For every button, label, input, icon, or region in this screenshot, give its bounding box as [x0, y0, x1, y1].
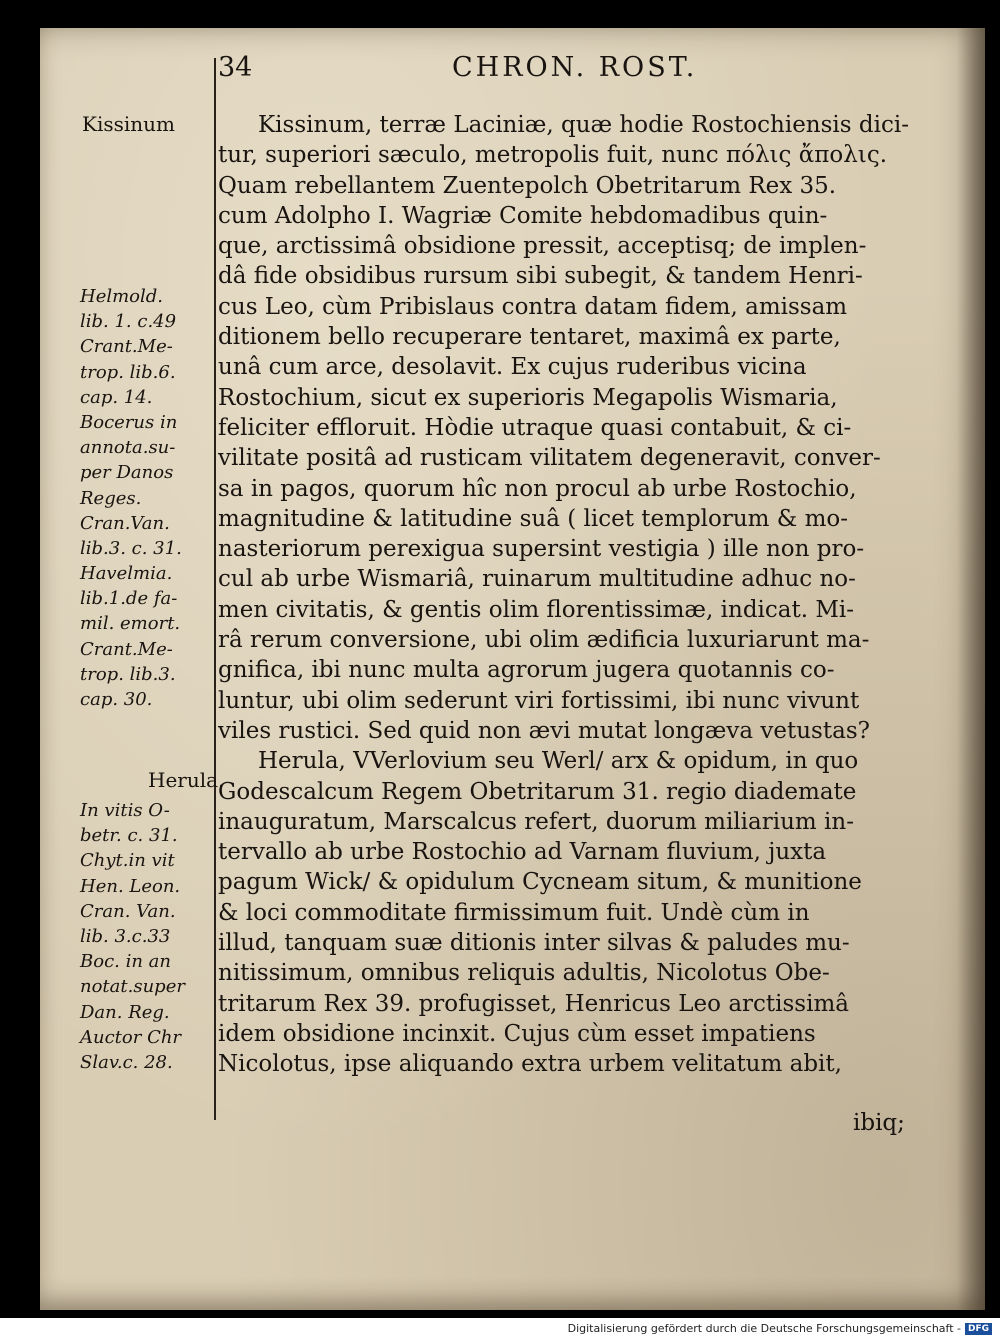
body-line: magnitudine & latitudine suâ ( licet templorum & mo- — [218, 505, 849, 532]
margin-note: annota.su- — [80, 437, 176, 459]
margin-note: Crant.Me- — [80, 336, 173, 358]
body-line: Rostochium, sicut ex superioris Megapolis Wismaria, — [218, 384, 838, 411]
body-line: men civitatis, & gentis olim florentissimæ, indicat. Mi- — [218, 596, 855, 623]
margin-note: lib.3. c. 31. — [80, 537, 182, 559]
margin-note: mil. emort. — [80, 613, 181, 635]
margin-rule — [214, 58, 216, 1120]
body-line: Herula, VVerlovium seu Werl/ arx & opidum, in quo — [258, 748, 859, 775]
body-line: cus Leo, cùm Pribislaus contra datam fidem, amissam — [218, 293, 848, 320]
body-line: Godescalcum Regem Obetritarum 31. regio diademate — [218, 778, 857, 805]
body-line: Quam rebellantem Zuentepolch Obetritarum Rex 35. — [218, 172, 837, 199]
margin-note: per Danos — [80, 462, 174, 484]
margin-note: Hen. Leon. — [80, 875, 181, 897]
margin-note: lib. 3.c.33 — [80, 925, 171, 947]
margin-note: Crant.Me- — [80, 638, 173, 660]
margin-note: In vitis O- — [80, 800, 170, 821]
footer-text: Digitalisierung gefördert durch die Deutsche Forschungsgemeinschaft - — [567, 1322, 961, 1335]
margin-label-herula: Herula. — [148, 768, 225, 792]
body-text — [218, 110, 909, 1080]
margin-notes-2 — [80, 798, 212, 1075]
margin-note: cap. 14. — [80, 386, 153, 408]
margin-note: betr. c. 31. — [80, 825, 178, 847]
body-line: luntur, ubi olim sederunt viri fortissimi, ibi nunc vivunt — [218, 687, 860, 714]
body-line: cul ab urbe Wismariâ, ruinarum multitudine adhuc no- — [218, 566, 856, 593]
body-line: unâ cum arce, desolavit. Ex cujus ruderibus vicina — [218, 354, 807, 381]
margin-note: Dan. Reg. — [80, 1001, 170, 1023]
body-line: ditionem bello recuperare tentaret, maximâ ex parte, — [218, 324, 841, 351]
body-line: illud, tanquam suæ ditionis inter silvas & paludes mu- — [218, 930, 850, 957]
margin-note: Cran. Van. — [80, 900, 176, 922]
margin-note: Boc. in an — [80, 951, 171, 973]
body-line: que, arctissimâ obsidione pressit, acceptisq; de implen- — [218, 233, 867, 260]
margin-note: trop. lib.3. — [80, 663, 176, 685]
page-spine-shadow — [957, 28, 985, 1310]
margin-note: trop. lib.6. — [80, 361, 176, 383]
margin-note: Helmold. — [80, 286, 164, 307]
dfg-logo-icon: DFG — [965, 1323, 992, 1335]
margin-note: Slav.c. 28. — [80, 1051, 173, 1073]
margin-note: lib.1.de fa- — [80, 588, 178, 610]
body-line: vilitate positâ ad rusticam vilitatem degeneravit, conver- — [218, 445, 881, 472]
body-line: feliciter effloruit. Hòdie utraque quasi contabuit, & ci- — [218, 414, 852, 441]
margin-note: Havelmia. — [80, 563, 173, 585]
margin-notes-1 — [80, 284, 212, 712]
margin-note: Bocerus in — [80, 411, 178, 433]
running-title: CHRON. ROST. — [452, 52, 698, 83]
body-line: tervallo ab urbe Rostochio ad Varnam fluvium, juxta — [218, 839, 827, 866]
body-line: nitissimum, omnibus reliquis adultis, Nicolotus Obe- — [218, 960, 830, 987]
body-line: gnifica, ibi nunc multa agrorum jugera quotannis co- — [218, 657, 835, 684]
body-line: sa in pagos, quorum hîc non procul ab urbe Rostochio, — [218, 475, 857, 502]
body-line: râ rerum conversione, ubi olim ædificia luxuriarunt ma- — [218, 627, 870, 654]
margin-note: cap. 30. — [80, 689, 153, 710]
body-line: tritarum Rex 39. profugisset, Henricus Leo arctissimâ — [218, 990, 849, 1017]
body-line: dâ fide obsidibus rursum sibi subegit, & tandem Henri- — [218, 263, 863, 290]
body-line: idem obsidione incinxit. Cujus cùm esset impatiens — [218, 1020, 816, 1047]
digitization-footer — [568, 1322, 992, 1335]
margin-note: notat.super — [80, 976, 185, 998]
body-line: Nicolotus, ipse aliquando extra urbem velitatum abit, — [218, 1051, 842, 1078]
margin-note: Cran.Van. — [80, 512, 170, 534]
margin-note: Chyt.in vit — [80, 850, 175, 872]
body-line: pagum Wick/ & opidulum Cycneam situm, & munitione — [218, 869, 862, 896]
body-line: cum Adolpho I. Wagriæ Comite hebdomadibus quin- — [218, 202, 828, 229]
margin-note: lib. 1. c.49 — [80, 311, 177, 333]
catchword: ibiq; — [853, 1110, 905, 1136]
margin-label-kissinum: Kissinum — [82, 112, 175, 136]
body-line: tur, superiori sæculo, metropolis fuit, nunc πόλις ἄπολις. — [218, 142, 888, 169]
body-line: inauguratum, Marscalcus refert, duorum miliarium in- — [218, 808, 854, 835]
body-line: viles rustici. Sed quid non ævi mutat longæva vetustas? — [218, 717, 870, 744]
page-number: 34 — [218, 52, 253, 83]
body-line: nasteriorum perexigua supersint vestigia ) ille non pro- — [218, 536, 865, 563]
body-line: & loci commoditate firmissimum fuit. Undè cùm in — [218, 899, 810, 926]
body-line: Kissinum, terræ Laciniæ, quæ hodie Rostochiensis dici- — [258, 112, 909, 138]
margin-note: Auctor Chr — [80, 1026, 182, 1048]
margin-note: Reges. — [80, 487, 142, 509]
